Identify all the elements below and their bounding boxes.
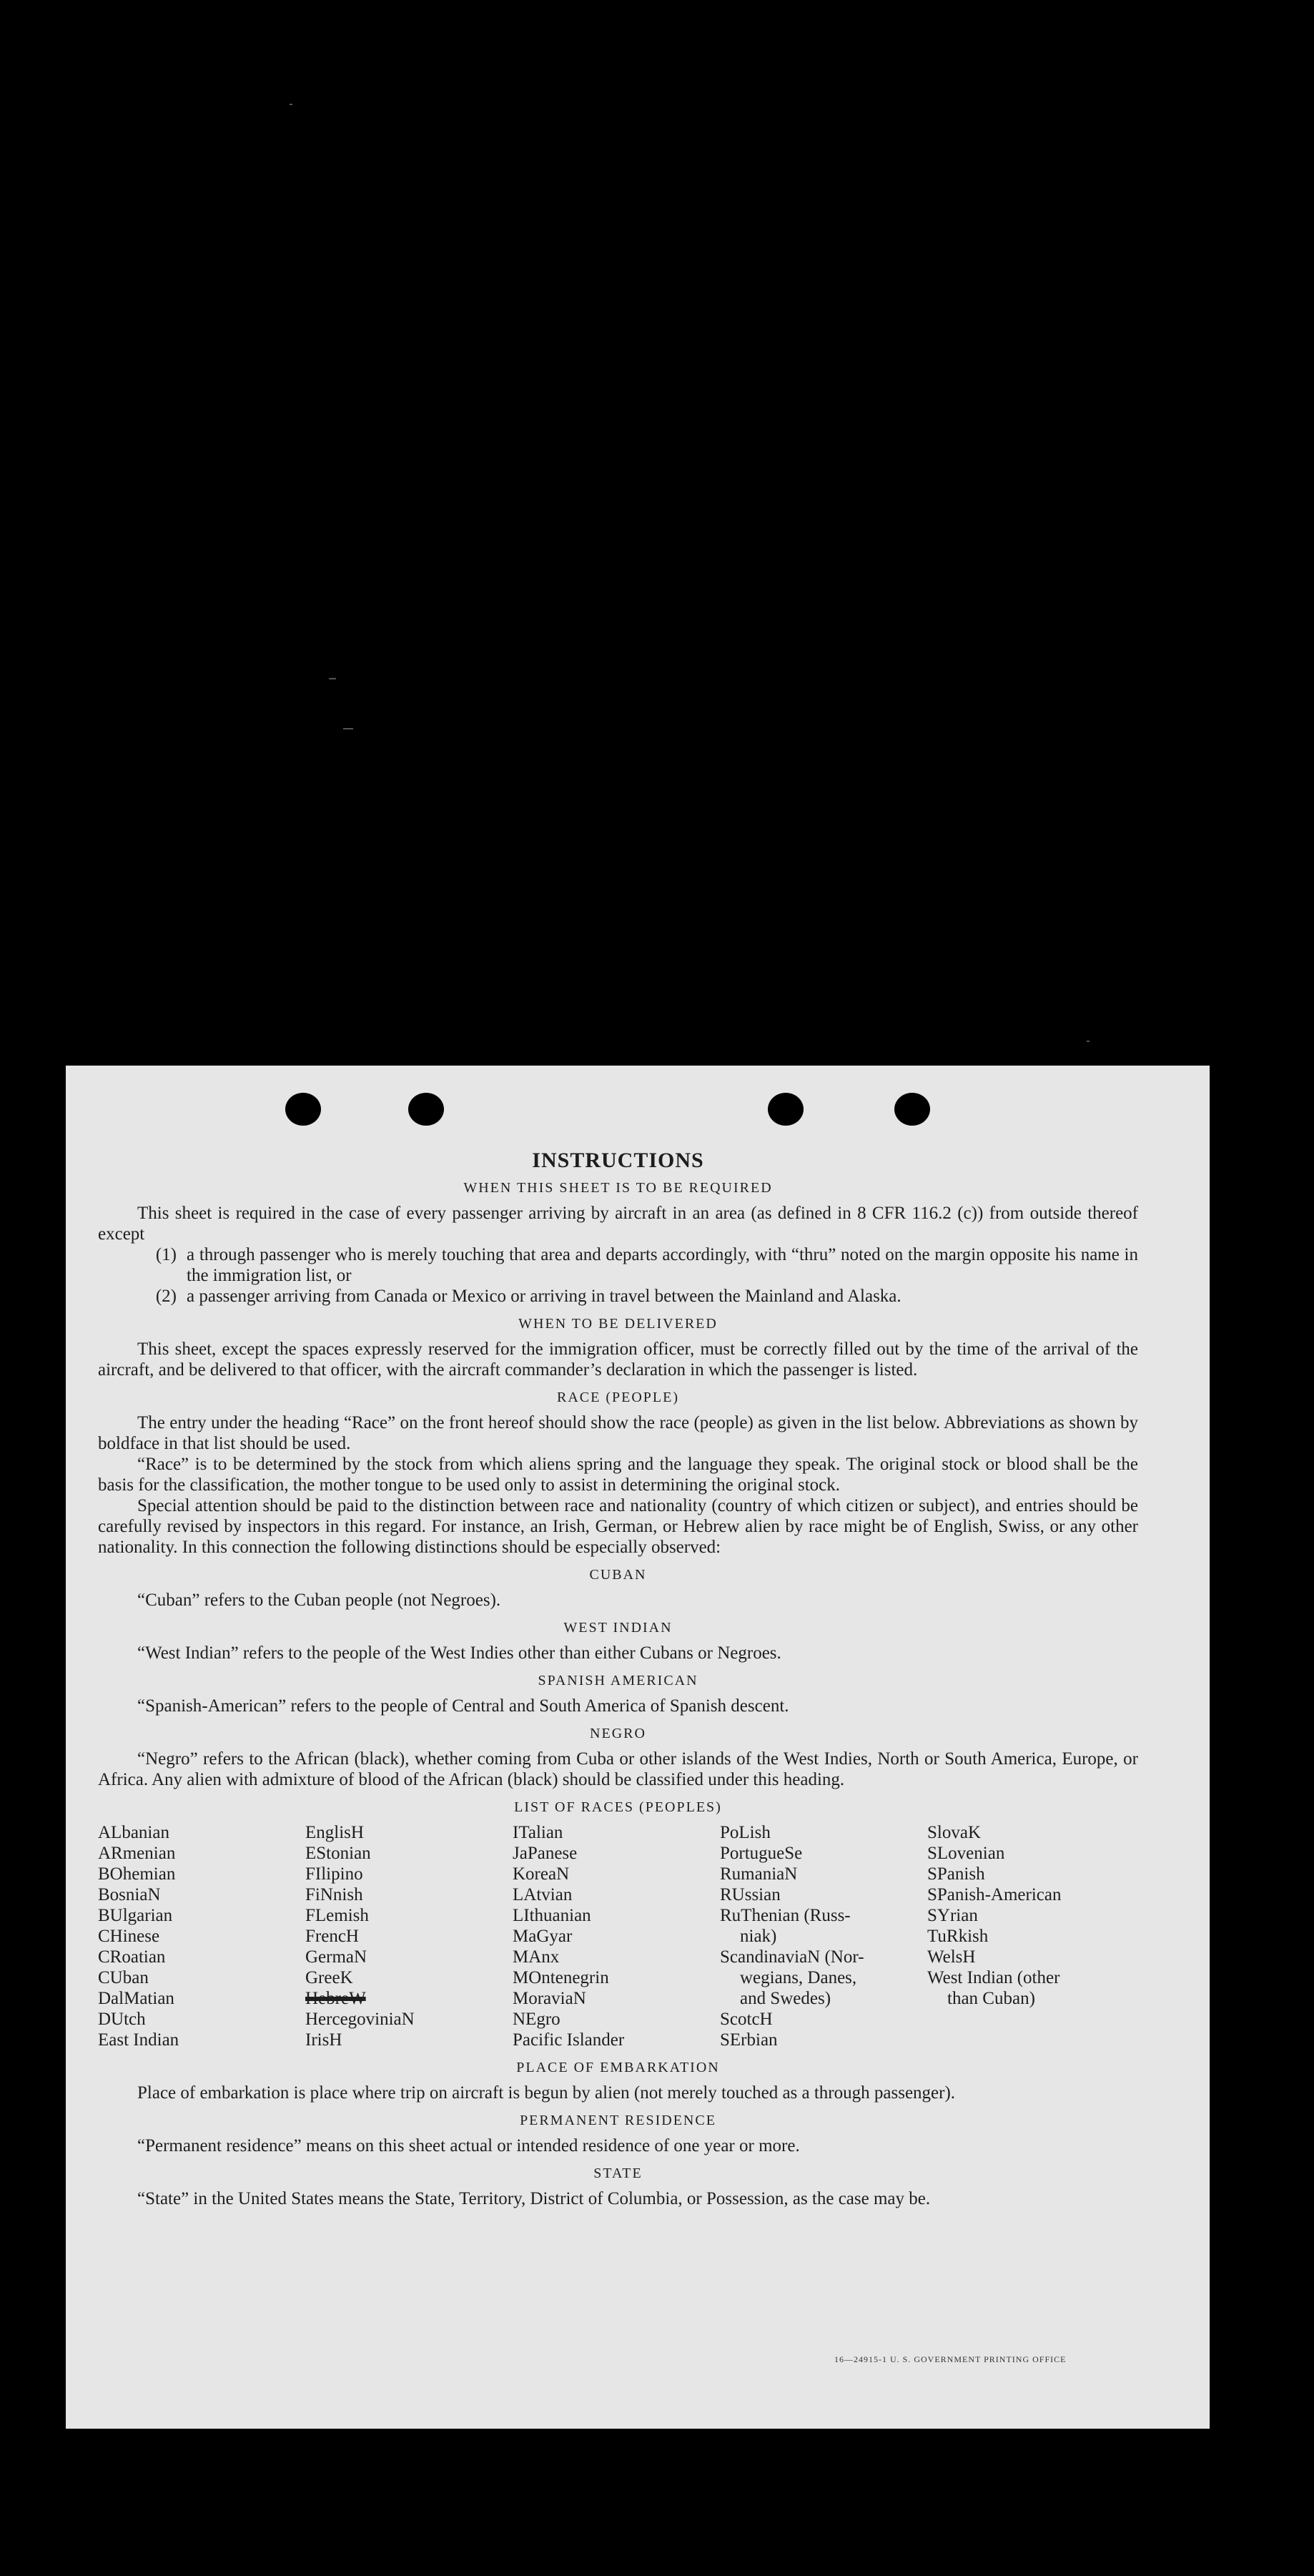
race-item: MOntenegrin bbox=[513, 1968, 609, 1987]
race-column-2 bbox=[305, 1822, 513, 2050]
race-item: wegians, Danes, bbox=[740, 1968, 857, 1987]
race-item: CRoatian bbox=[98, 1947, 166, 1967]
race-item: TuRkish bbox=[927, 1927, 989, 1946]
heading-place-of-embarkation: PLACE OF EMBARKATION bbox=[516, 2060, 720, 2075]
race-item: SLovenian bbox=[927, 1844, 1005, 1863]
race-item: SPanish-American bbox=[927, 1885, 1062, 1904]
delivered-text: This sheet, except the spaces expressly reserved for the immigration officer, must be correctly filled out by the time of the arrival of the aircraft, and be delivered to that officer, with the aircraft commander’s declaration in which the passenger is listed. bbox=[98, 1339, 1138, 1380]
race-column-4 bbox=[720, 1822, 927, 2050]
race-paragraph-3: Special attention should be paid to the distinction between race and nationality (country of which citizen or subject), and entries should be carefully revised by inspectors in this regard. For instance, an Irish, German, or Hebrew alien by race might be of English, Swiss, or any other nationality. In this connection the following distinctions should be especially observed: bbox=[98, 1496, 1138, 1557]
race-item: Pacific Islander bbox=[513, 2030, 625, 2050]
race-item: HercegoviniaN bbox=[305, 2010, 415, 2029]
punch-hole bbox=[894, 1093, 930, 1126]
race-item: DUtch bbox=[98, 2010, 146, 2029]
race-item: BUlgarian bbox=[98, 1906, 173, 1925]
sheet-content bbox=[98, 1150, 1138, 2209]
heading-west-indian: WEST INDIAN bbox=[563, 1620, 673, 1636]
race-item: East Indian bbox=[98, 2030, 179, 2050]
race-list bbox=[98, 1822, 1138, 2050]
race-item: MAnx bbox=[513, 1947, 560, 1967]
race-item: GreeK bbox=[305, 1968, 353, 1987]
race-item: than Cuban) bbox=[947, 1989, 1035, 2008]
race-item: EnglisH bbox=[305, 1823, 364, 1842]
cuban-text: “Cuban” refers to the Cuban people (not Negroes). bbox=[137, 1591, 501, 1610]
heading-race: RACE (PEOPLE) bbox=[557, 1390, 679, 1405]
race-item: and Swedes) bbox=[740, 1989, 831, 2008]
residence-text: “Permanent residence” means on this sheet actual or intended residence of one year or more. bbox=[137, 2136, 800, 2155]
west-indian-text: “West Indian” refers to the people of the West Indies other than either Cubans or Negroes. bbox=[137, 1643, 781, 1663]
page-title: INSTRUCTIONS bbox=[532, 1149, 704, 1172]
race-item: KoreaN bbox=[513, 1864, 570, 1884]
negro-text: “Negro” refers to the African (black), whether coming from Cuba or other islands of the West Indies, North or South America, Europe, or Africa. Any alien with admixture of blood of the African (black) should be classified under this heading. bbox=[98, 1749, 1138, 1789]
race-item: ScandinaviaN (Nor- bbox=[720, 1947, 864, 1967]
heading-when-delivered: WHEN TO BE DELIVERED bbox=[518, 1316, 718, 1332]
race-item: IrisH bbox=[305, 2030, 342, 2050]
race-item: EStonian bbox=[305, 1844, 371, 1863]
race-item: niak) bbox=[740, 1927, 777, 1946]
embarkation-text: Place of embarkation is place where trip on aircraft is begun by alien (not merely touched as a through passenger). bbox=[137, 2083, 956, 2103]
race-item: NEgro bbox=[513, 2010, 560, 2029]
race-paragraph-1: The entry under the heading “Race” on the front hereof should show the race (people) as given in the list below. Abbreviations as shown by boldface in that list should be used. bbox=[98, 1413, 1138, 1453]
race-item: PortugueSe bbox=[720, 1844, 803, 1863]
when-required-intro: This sheet is required in the case of every passenger arriving by aircraft in an area (as defined in 8 CFR 116.2 (c)) from outside thereof except bbox=[98, 1204, 1138, 1244]
dust-speck bbox=[329, 678, 336, 679]
dust-speck bbox=[343, 728, 353, 729]
race-item: LAtvian bbox=[513, 1885, 573, 1904]
race-item: FIlipino bbox=[305, 1864, 363, 1884]
race-column-1 bbox=[98, 1822, 305, 2050]
heading-negro: NEGRO bbox=[590, 1726, 646, 1741]
heading-permanent-residence: PERMANENT RESIDENCE bbox=[520, 2113, 716, 2128]
state-text: “State” in the United States means the State, Territory, District of Columbia, or Possession, as the case may be. bbox=[137, 2189, 931, 2208]
race-item: DalMatian bbox=[98, 1989, 174, 2008]
race-item: RUssian bbox=[720, 1885, 781, 1904]
race-item: MoraviaN bbox=[513, 1989, 586, 2008]
race-item: FiNnish bbox=[305, 1885, 363, 1904]
race-item: BOhemian bbox=[98, 1864, 176, 1884]
race-item: SYrian bbox=[927, 1906, 978, 1925]
race-column-3 bbox=[513, 1822, 720, 2050]
race-paragraph-2: “Race” is to be determined by the stock from which aliens spring and the language they speak. The original stock or blood shall be the basis for the classification, the mother tongue to be used only to assist in determining the original stock. bbox=[98, 1455, 1138, 1495]
race-item: RuThenian (Russ- bbox=[720, 1906, 851, 1925]
heading-state: STATE bbox=[593, 2165, 643, 2181]
race-item: SlovaK bbox=[927, 1823, 981, 1842]
race-item-struck-through: HebreW bbox=[305, 1989, 366, 2008]
race-item: ScotcH bbox=[720, 2010, 773, 2029]
exception-list bbox=[98, 1244, 1138, 1307]
race-item: ALbanian bbox=[98, 1823, 169, 1842]
list-item: (1) a through passenger who is merely touching that area and departs accordingly, with “thru” noted on the margin opposite his name in the immigration list, or bbox=[155, 1245, 1138, 1285]
dust-speck bbox=[290, 104, 292, 105]
race-item: CUban bbox=[98, 1968, 149, 1987]
heading-when-required: WHEN THIS SHEET IS TO BE REQUIRED bbox=[463, 1180, 773, 1196]
punch-hole bbox=[408, 1093, 444, 1126]
race-item: RumaniaN bbox=[720, 1864, 798, 1884]
race-item: FrencH bbox=[305, 1927, 359, 1946]
list-item: (2) a passenger arriving from Canada or Mexico or arriving in travel between the Mainland and Alaska. bbox=[155, 1287, 901, 1306]
race-item: BosniaN bbox=[98, 1885, 161, 1904]
race-item: MaGyar bbox=[513, 1927, 573, 1946]
punch-hole bbox=[285, 1093, 321, 1126]
race-item: JaPanese bbox=[513, 1844, 578, 1863]
race-item: ITalian bbox=[513, 1823, 563, 1842]
race-item: West Indian (other bbox=[927, 1968, 1060, 1987]
race-item: GermaN bbox=[305, 1947, 367, 1967]
heading-cuban: CUBAN bbox=[589, 1567, 647, 1583]
dust-speck bbox=[1087, 1041, 1090, 1042]
instruction-sheet bbox=[66, 1066, 1210, 2429]
race-item: LIthuanian bbox=[513, 1906, 591, 1925]
heading-spanish-american: SPANISH AMERICAN bbox=[538, 1673, 698, 1688]
race-item: SErbian bbox=[720, 2030, 778, 2050]
heading-list-of-races: LIST OF RACES (PEOPLES) bbox=[514, 1799, 722, 1815]
race-item: SPanish bbox=[927, 1864, 985, 1884]
race-column-5 bbox=[927, 1822, 1138, 2050]
print-code: 16—24915-1 U. S. GOVERNMENT PRINTING OFFICE bbox=[834, 2354, 1067, 2364]
race-item: PoLish bbox=[720, 1823, 771, 1842]
race-item: ARmenian bbox=[98, 1844, 176, 1863]
punch-hole bbox=[768, 1093, 804, 1126]
race-item: WelsH bbox=[927, 1947, 976, 1967]
race-item: CHinese bbox=[98, 1927, 160, 1946]
spanish-american-text: “Spanish-American” refers to the people of Central and South America of Spanish descent. bbox=[137, 1696, 789, 1716]
race-item: FLemish bbox=[305, 1906, 369, 1925]
